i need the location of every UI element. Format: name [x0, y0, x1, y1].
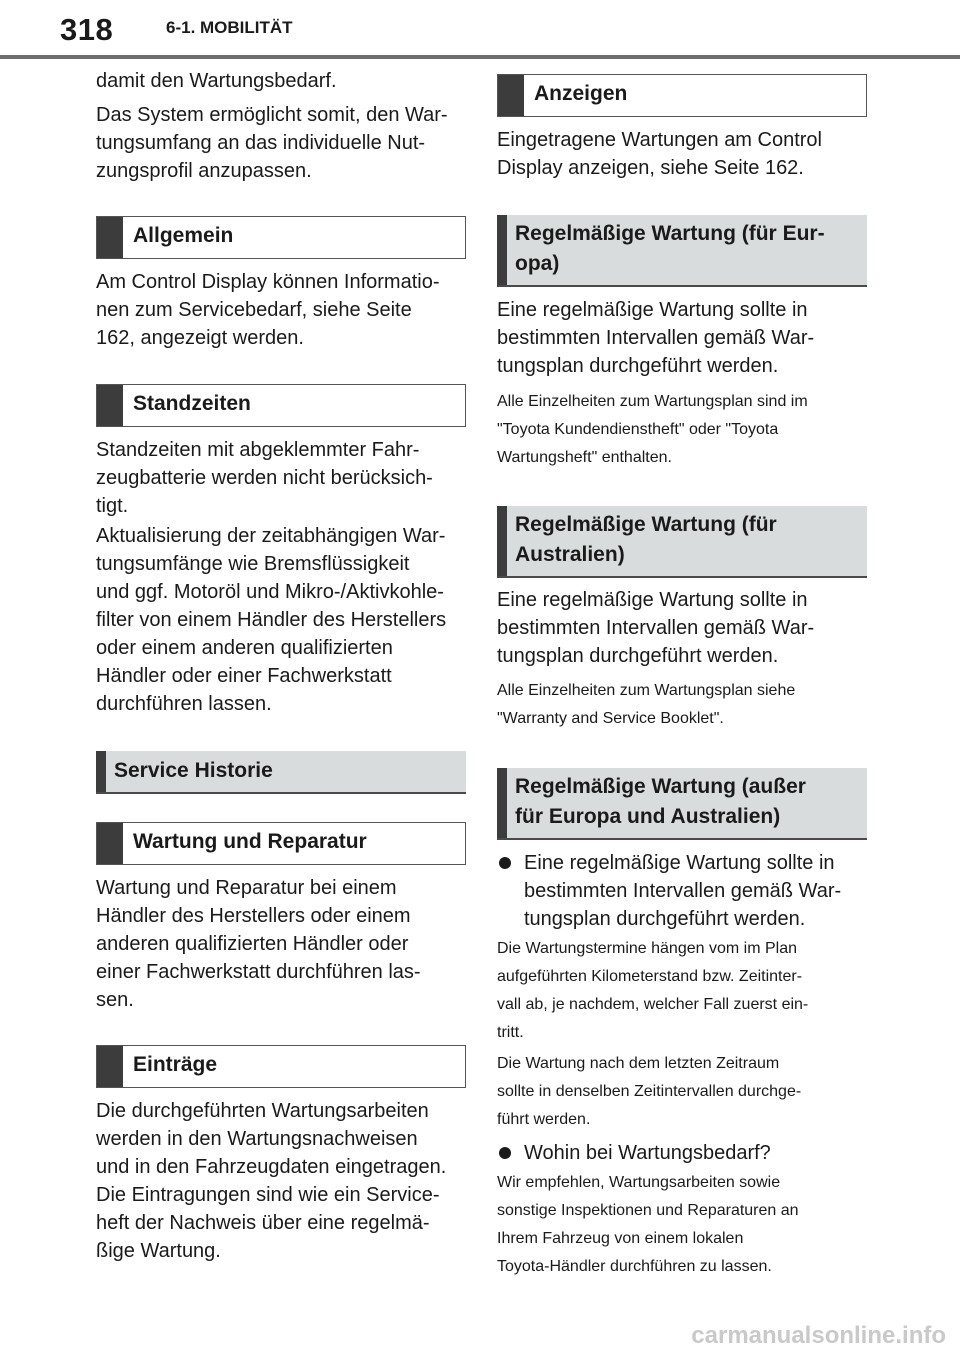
paragraph — [96, 101, 448, 185]
text-line: tungsplan durchgeführt werden. — [524, 908, 806, 930]
bullet-text — [524, 1139, 771, 1167]
text-line: werden in den Wartungsnachweisen — [96, 1128, 418, 1150]
text-line: bestimmten Intervallen gemäß War- — [497, 327, 815, 349]
text-line: für Europa und Australien) — [515, 805, 781, 828]
text-line: Wartung und Reparatur bei einem — [96, 877, 397, 899]
text-line: Australien) — [515, 543, 625, 566]
paragraph — [96, 522, 446, 718]
text-line: Eine regelmäßige Wartung sollte in — [497, 589, 808, 611]
small-paragraph — [497, 677, 795, 733]
section-heading-wartung-europa — [497, 215, 867, 287]
paragraph — [96, 874, 421, 1014]
heading-text: Anzeigen — [534, 82, 628, 105]
text-line: bestimmten Intervallen gemäß War- — [497, 617, 815, 639]
text-line: opa) — [515, 252, 560, 275]
text-line: führt werden. — [497, 1111, 591, 1128]
section-heading-anzeigen — [497, 74, 867, 117]
heading-bar — [497, 768, 507, 838]
text-line: Alle Einzelheiten zum Wartungsplan siehe — [497, 682, 796, 699]
text-line: Händler oder einer Fachwerkstatt — [96, 665, 392, 687]
section-heading-allgemein — [96, 216, 466, 259]
section-heading-wartung-australien — [497, 506, 867, 578]
text-line: Wohin bei Wartungsbedarf? — [524, 1142, 771, 1164]
heading-bar — [97, 217, 123, 258]
text-line: "Toyota Kundendienstheft" oder "Toyota — [497, 421, 779, 438]
heading-bar — [97, 1046, 123, 1087]
text-line: Regelmäßige Wartung (für Eur- — [515, 222, 825, 245]
bullet-text — [524, 849, 841, 933]
chapter-title: 6-1. MOBILITÄT — [166, 18, 293, 37]
text-line: ßige Wartung. — [96, 1240, 221, 1262]
text-line: zeugbatterie werden nicht berücksich- — [96, 467, 433, 489]
text-line: filter von einem Händler des Herstellers — [96, 609, 447, 631]
text-line: damit den Wartungsbedarf. — [96, 70, 337, 92]
text-line: Eingetragene Wartungen am Control — [497, 129, 822, 151]
heading-text: Wartung und Reparatur — [133, 830, 367, 853]
heading-text — [515, 219, 825, 279]
text-line: Wir empfehlen, Wartungsarbeiten sowie — [497, 1174, 781, 1191]
small-paragraph — [497, 935, 808, 1047]
heading-bar — [97, 823, 123, 864]
text-line: Die Wartungstermine hängen vom im Plan — [497, 940, 797, 957]
heading-text: Einträge — [133, 1053, 218, 1076]
page-number: 318 — [60, 12, 114, 47]
heading-bar — [497, 215, 507, 285]
paragraph — [96, 1097, 446, 1265]
text-line: tungsplan durchgeführt werden. — [497, 645, 779, 667]
text-line: nen zum Servicebedarf, siehe Seite — [96, 299, 412, 321]
text-line: bestimmten Intervallen gemäß War- — [524, 880, 842, 902]
text-line: Wartungsheft" enthalten. — [497, 449, 672, 466]
heading-bar — [96, 751, 106, 792]
heading-bar — [97, 385, 123, 426]
text-line: tigt. — [96, 495, 129, 517]
text-line: zungsprofil anzupassen. — [96, 160, 312, 182]
section-heading-wartung-ausser — [497, 768, 867, 840]
text-line: einer Fachwerkstatt durchführen las- — [96, 961, 421, 983]
text-line: tungsumfänge wie Bremsflüssigkeit — [96, 553, 410, 575]
section-heading-wartung-und-reparatur — [96, 822, 466, 865]
text-line: Standzeiten mit abgeklemmter Fahr- — [96, 439, 420, 461]
text-line: sen. — [96, 989, 134, 1011]
small-paragraph — [497, 1169, 799, 1281]
header-rule — [0, 55, 960, 59]
page-header — [0, 0, 960, 60]
text-line: Toyota-Händler durchführen zu lassen. — [497, 1258, 772, 1275]
text-line: Das System ermöglicht somit, den War- — [96, 104, 448, 126]
text-line: Eine regelmäßige Wartung sollte in — [497, 299, 808, 321]
text-line: heft der Nachweis über eine regelmä- — [96, 1212, 430, 1234]
text-line: 162, angezeigt werden. — [96, 327, 304, 349]
text-line: Die durchgeführten Wartungsarbeiten — [96, 1100, 429, 1122]
small-paragraph — [497, 388, 808, 472]
section-heading-eintraege — [96, 1045, 466, 1088]
text-line: Regelmäßige Wartung (für — [515, 513, 777, 536]
text-line: Die Eintragungen sind wie ein Service- — [96, 1184, 440, 1206]
text-line: Display anzeigen, siehe Seite 162. — [497, 157, 804, 179]
text-line: sonstige Inspektionen und Reparaturen an — [497, 1202, 799, 1219]
watermark: carmanualsonline.info — [691, 1322, 946, 1349]
text-line: Aktualisierung der zeitabhängigen War- — [96, 525, 446, 547]
paragraph — [497, 586, 814, 670]
text-line: "Warranty and Service Booklet". — [497, 710, 724, 727]
heading-bar — [497, 506, 507, 576]
section-heading-service-historie — [96, 751, 466, 794]
text-line: Händler des Herstellers oder einem — [96, 905, 411, 927]
section-heading-standzeiten — [96, 384, 466, 427]
paragraph — [96, 67, 337, 95]
text-line: aufgeführten Kilometerstand bzw. Zeitinter- — [497, 968, 803, 985]
text-line: Eine regelmäßige Wartung sollte in — [524, 852, 835, 874]
text-line: tritt. — [497, 1024, 524, 1041]
text-line: und in den Fahrzeugdaten eingetragen. — [96, 1156, 447, 1178]
paragraph — [96, 436, 433, 520]
text-line: Am Control Display können Informatio- — [96, 271, 440, 293]
paragraph — [497, 296, 814, 380]
heading-text: Standzeiten — [133, 392, 251, 415]
bullet-icon — [499, 1147, 511, 1159]
bullet-icon — [499, 857, 511, 869]
heading-text — [515, 510, 777, 570]
text-line: vall ab, je nachdem, welcher Fall zuerst ein- — [497, 996, 809, 1013]
paragraph — [497, 126, 822, 182]
text-line: Ihrem Fahrzeug von einem lokalen — [497, 1230, 744, 1247]
text-line: Die Wartung nach dem letzten Zeitraum — [497, 1055, 780, 1072]
heading-text: Allgemein — [133, 224, 234, 247]
text-line: oder einem anderen qualifizierten — [96, 637, 393, 659]
text-line: tungsplan durchgeführt werden. — [497, 355, 779, 377]
text-line: Alle Einzelheiten zum Wartungsplan sind im — [497, 393, 808, 410]
heading-text: Service Historie — [114, 759, 273, 782]
text-line: Regelmäßige Wartung (außer — [515, 775, 806, 798]
text-line: und ggf. Motoröl und Mikro-/Aktivkohle- — [96, 581, 444, 603]
text-line: tungsumfang an das individuelle Nut- — [96, 132, 426, 154]
text-line: durchführen lassen. — [96, 693, 272, 715]
text-line: sollte in denselben Zeitintervallen durchge- — [497, 1083, 802, 1100]
paragraph — [96, 268, 439, 352]
heading-text — [515, 772, 806, 832]
heading-bar — [498, 75, 524, 116]
small-paragraph — [497, 1050, 801, 1134]
text-line: anderen qualifizierten Händler oder — [96, 933, 409, 955]
